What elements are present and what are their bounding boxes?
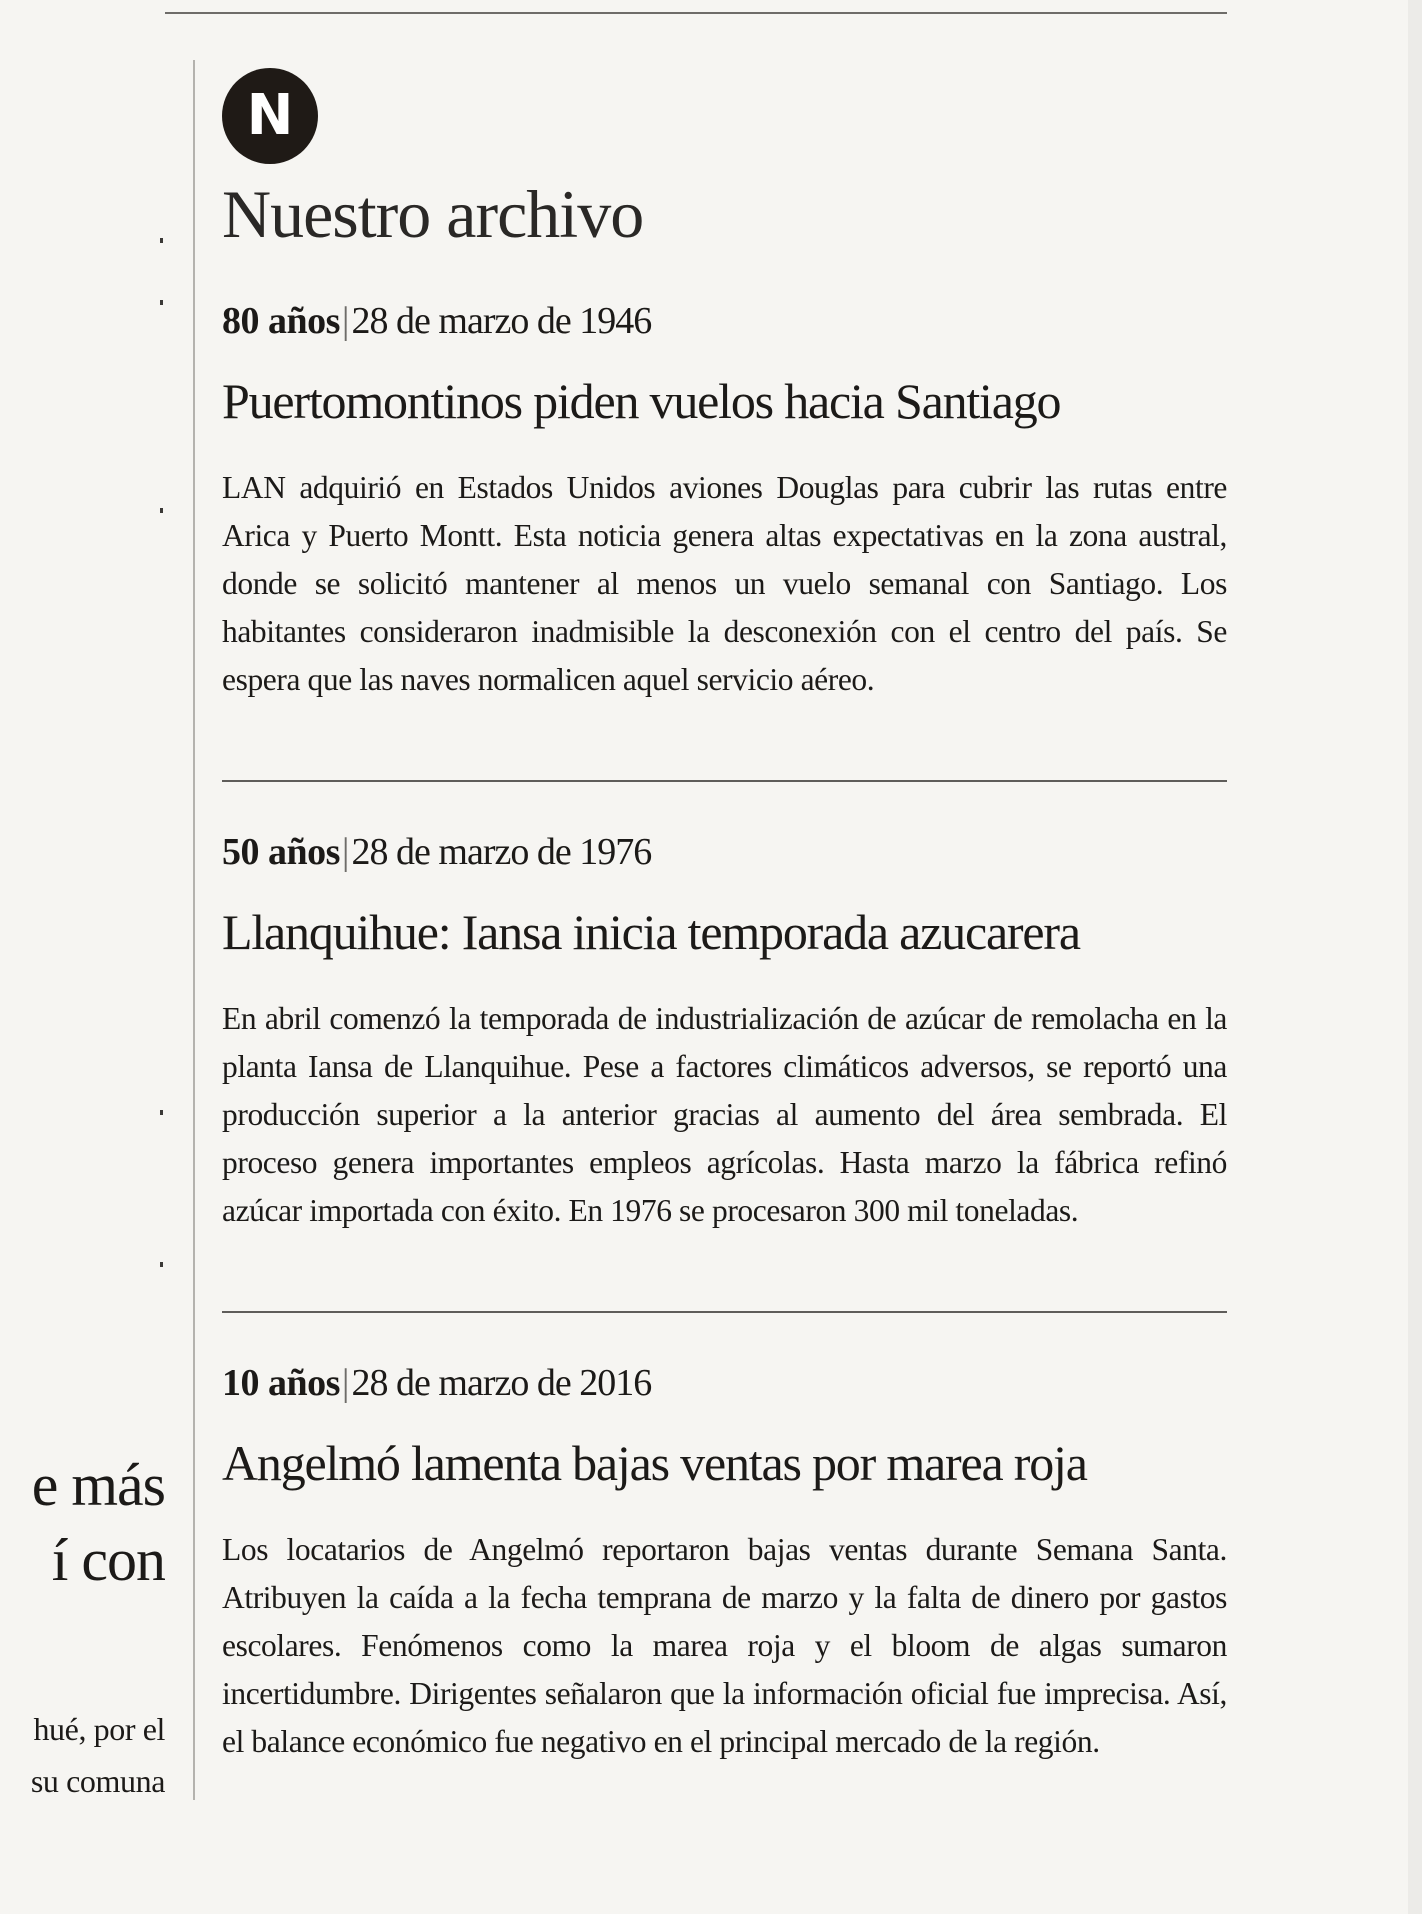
archive-entry-80 <box>222 302 1227 704</box>
entry-body: Los locatarios de Angelmó reportaron bajas ventas durante Semana Santa. Atribuyen la caída a la fecha temprana de marzo y la falta de dinero por gastos escolares. Fenómenos como la marea roja y el bloom de algas sumaron incertidumbre. Dirigentes señalaron que la información oficial fue imprecisa. Así, el balance económico fue negativo en el principal mercado de la región. <box>222 1532 1227 1759</box>
entry-body: LAN adquirió en Estados Unidos aviones Douglas para cubrir las rutas entre Arica y Puerto Montt. Esta noticia genera altas expectativas en la zona austral, donde se solicitó mantener al menos un vuelo semanal con Santiago. Los habitantes consideraron inadmisible la desconexión con el centro del país. Se espera que las naves normalicen aquel servicio aéreo. <box>222 470 1227 697</box>
top-rule <box>165 12 1227 14</box>
print-speck <box>160 1110 163 1115</box>
entry-divider <box>222 780 1227 782</box>
entry-headline: Llanquihue: Iansa inicia temporada azucarera <box>222 904 1080 960</box>
print-speck <box>160 1262 163 1267</box>
entry-divider <box>222 1311 1227 1313</box>
kicker-separator: | <box>341 1362 350 1404</box>
logo-letter: N <box>246 83 294 148</box>
page-edge <box>1408 0 1422 1914</box>
entry-headline: Angelmó lamenta bajas ventas por marea roja <box>222 1435 1087 1491</box>
entry-date: 28 de marzo de 2016 <box>351 1362 652 1404</box>
entry-years: 10 años <box>222 1362 340 1404</box>
entry-kicker <box>222 302 1227 340</box>
entry-date: 28 de marzo de 1946 <box>351 300 652 342</box>
print-speck <box>160 238 163 243</box>
adjacent-text-line: su comuna <box>30 1763 165 1799</box>
print-speck <box>160 508 163 513</box>
entry-body: En abril comenzó la temporada de industrialización de azúcar de remolacha en la planta Iansa de Llanquihue. Pese a factores climáticos adversos, se reportó una producción superior a la anterior gracias al aumento del área sembrada. El proceso genera importantes empleos agrícolas. Hasta marzo la fábrica refinó azúcar importada con éxito. En 1976 se procesaron 300 mil toneladas. <box>222 1001 1227 1228</box>
kicker-separator: | <box>341 300 350 342</box>
section-title: Nuestro archivo <box>222 176 644 252</box>
entry-date: 28 de marzo de 1976 <box>351 831 652 873</box>
kicker-separator: | <box>341 831 350 873</box>
entry-years: 50 años <box>222 831 340 873</box>
newspaper-logo <box>222 68 318 164</box>
archive-entry-50 <box>222 833 1227 1235</box>
adjacent-text-line: hué, por el <box>33 1711 165 1747</box>
entry-kicker <box>222 1364 1227 1402</box>
archive-entry-10 <box>222 1364 1227 1766</box>
entry-kicker <box>222 833 1227 871</box>
entry-years: 80 años <box>222 300 340 342</box>
adjacent-text-line: í con <box>51 1527 165 1593</box>
entry-headline: Puertomontinos piden vuelos hacia Santiago <box>222 373 1061 429</box>
adjacent-text-line: e más <box>31 1452 165 1518</box>
adjacent-column <box>0 0 165 1914</box>
print-speck <box>160 300 163 305</box>
column-divider <box>193 60 195 1800</box>
